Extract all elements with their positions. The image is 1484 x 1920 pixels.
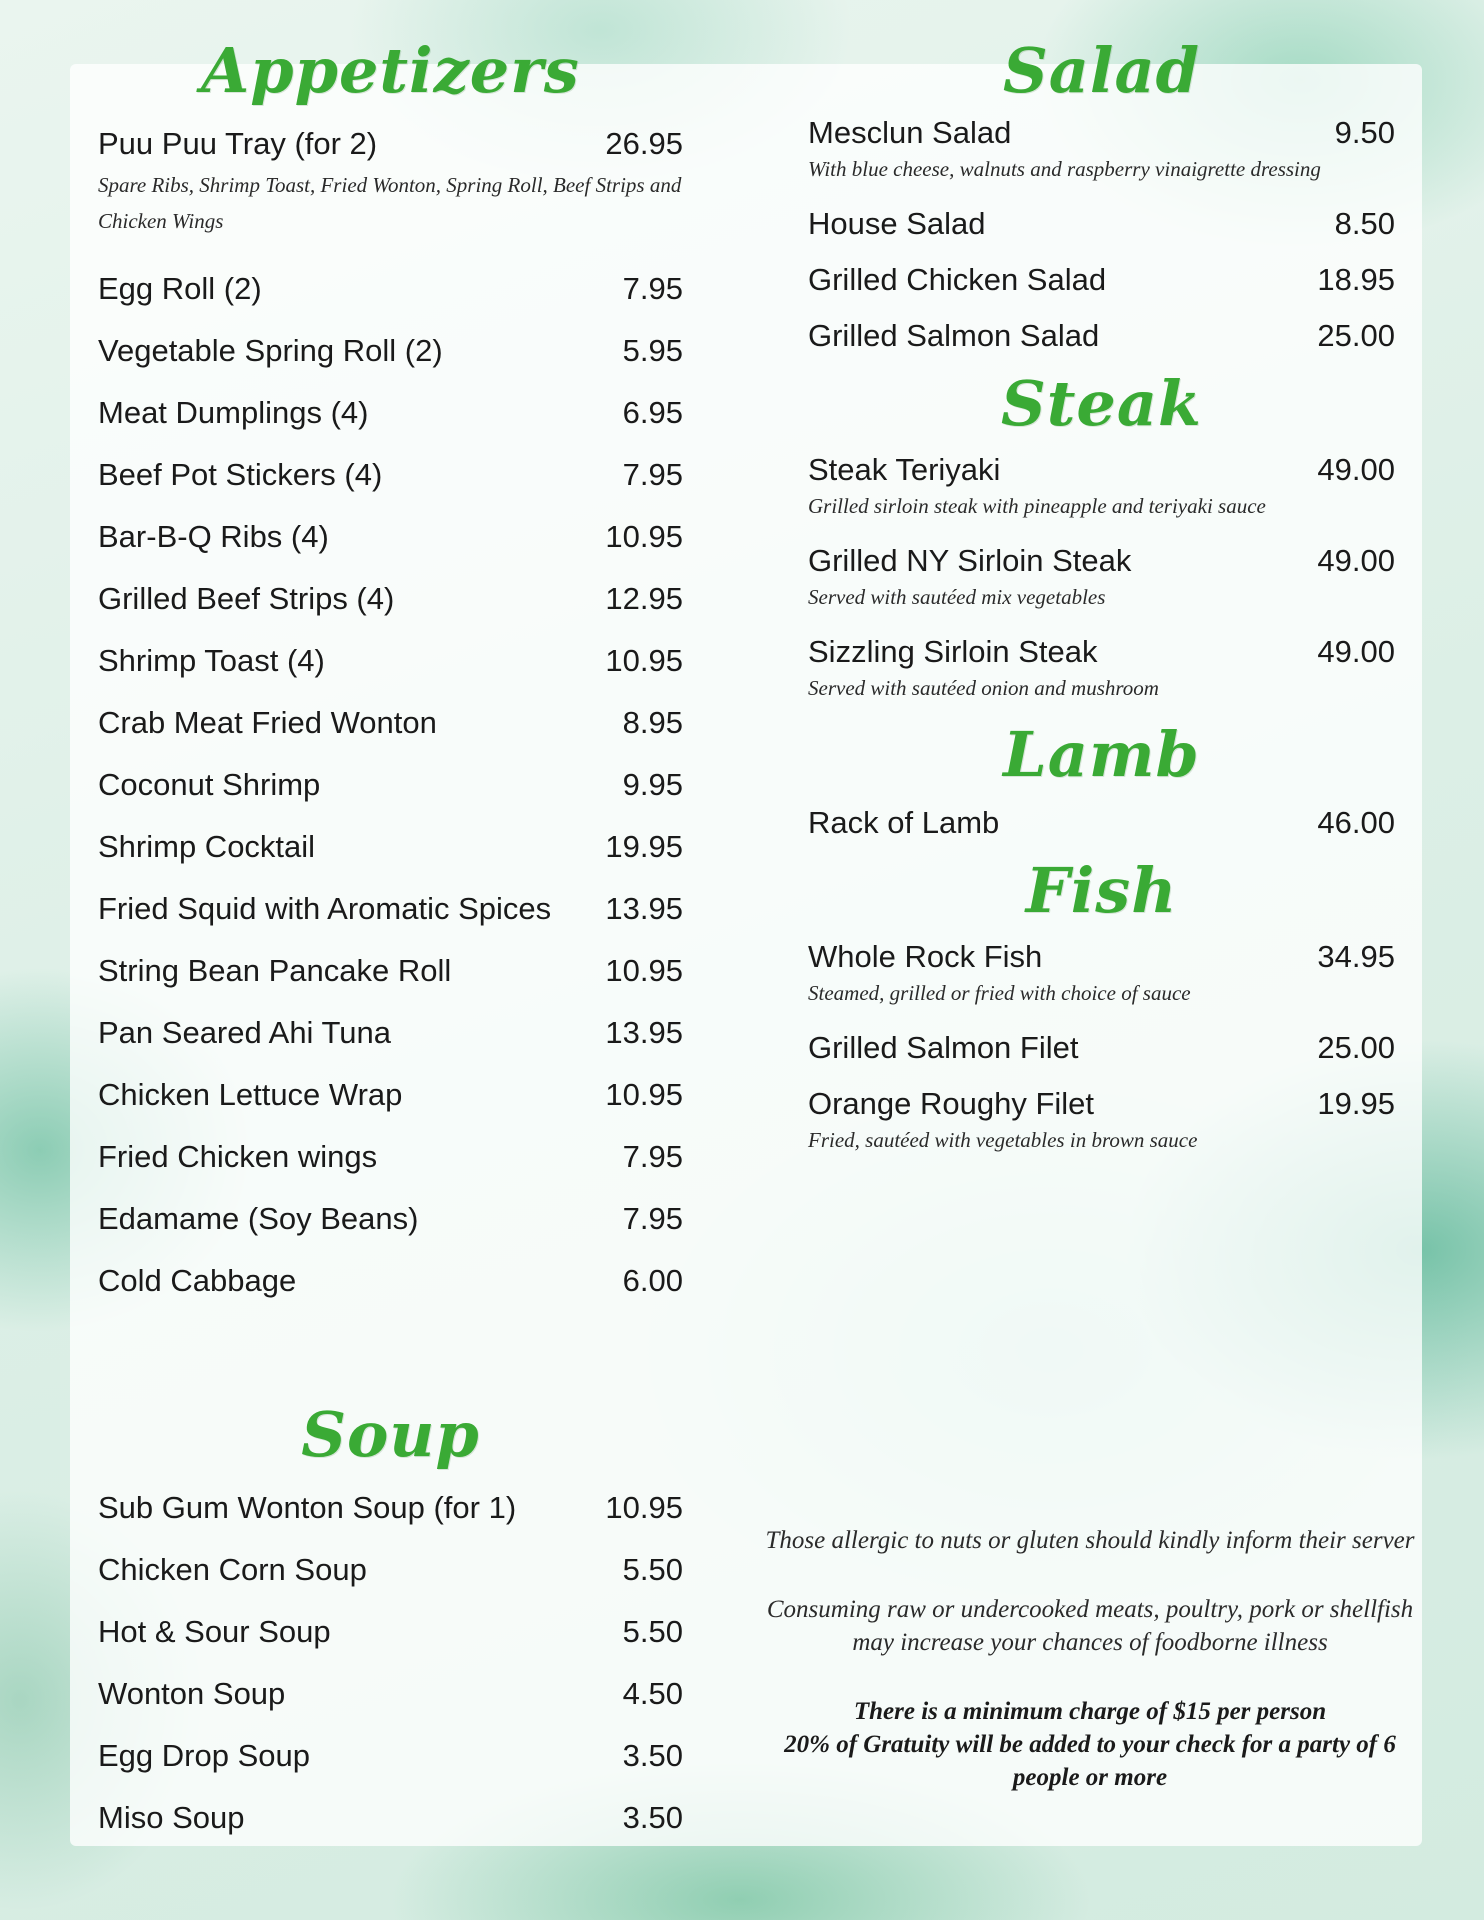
- menu-notes: [760, 1524, 1420, 1794]
- salad-heading: Salad: [1002, 34, 1201, 107]
- item-description: Grilled sirloin steak with pineapple and teriyaki sauce: [808, 494, 1266, 518]
- item-name: Puu Puu Tray (for 2): [98, 126, 378, 161]
- steak-heading: Steak: [1001, 367, 1202, 440]
- item-description: Served with sautéed onion and mushroom: [808, 676, 1159, 700]
- menu-item: [98, 949, 683, 1011]
- menu-item: [808, 114, 1395, 187]
- item-price: 34.95: [1317, 939, 1395, 974]
- item-name: String Bean Pancake Roll: [98, 953, 452, 988]
- item-price: 49.00: [1317, 543, 1395, 578]
- item-price: 13.95: [605, 1015, 683, 1050]
- menu-item: [98, 825, 683, 887]
- item-name: Grilled Salmon Filet: [808, 1030, 1079, 1065]
- menu-item: [98, 122, 683, 267]
- allergy-note: Those allergic to nuts or gluten should kindly inform their server: [765, 1527, 1415, 1554]
- menu-item: [98, 1796, 683, 1858]
- item-name: Cold Cabbage: [98, 1263, 297, 1298]
- item-price: 9.95: [622, 767, 683, 802]
- menu-item: [98, 1486, 683, 1548]
- minimum-charge-note: There is a minimum charge of $15 per person: [853, 1698, 1327, 1725]
- lamb-list: [808, 804, 1395, 842]
- item-name: Orange Roughy Filet: [808, 1086, 1095, 1121]
- menu-item: [808, 633, 1395, 706]
- menu-item: [808, 938, 1395, 1011]
- fish-list: [808, 938, 1395, 1158]
- menu-item: [98, 329, 683, 391]
- menu-item: [98, 1135, 683, 1197]
- item-price: 12.95: [605, 581, 683, 616]
- menu-item: [98, 1610, 683, 1672]
- item-name: Hot & Sour Soup: [98, 1614, 331, 1649]
- item-price: 5.50: [622, 1614, 683, 1649]
- item-price: 7.95: [622, 457, 683, 492]
- appetizers-section: [98, 34, 683, 1321]
- menu-item: [808, 1029, 1395, 1067]
- item-name: Edamame (Soy Beans): [98, 1201, 419, 1236]
- item-price: 3.50: [622, 1800, 683, 1835]
- menu-item: [808, 1085, 1395, 1158]
- item-name: Coconut Shrimp: [98, 767, 321, 802]
- item-name: Miso Soup: [98, 1800, 245, 1835]
- steak-section: [808, 367, 1395, 706]
- menu-item: [98, 1073, 683, 1135]
- item-name: Chicken Lettuce Wrap: [98, 1077, 403, 1112]
- item-name: Meat Dumplings (4): [98, 395, 369, 430]
- soup-list: [98, 1486, 683, 1858]
- item-name: Chicken Corn Soup: [98, 1552, 367, 1587]
- item-name: Shrimp Toast (4): [98, 643, 325, 678]
- menu-item: [98, 1548, 683, 1610]
- item-price: 4.50: [622, 1676, 683, 1711]
- menu-item: [98, 1672, 683, 1734]
- item-name: Grilled NY Sirloin Steak: [808, 543, 1132, 578]
- menu-item: [98, 887, 683, 949]
- item-price: 26.95: [605, 126, 683, 161]
- item-name: Vegetable Spring Roll (2): [98, 333, 443, 368]
- item-price: 25.00: [1317, 1030, 1395, 1065]
- item-name: Mesclun Salad: [808, 115, 1012, 150]
- menu-item: [98, 701, 683, 763]
- item-price: 46.00: [1317, 805, 1395, 840]
- item-name: Crab Meat Fried Wonton: [98, 705, 437, 740]
- item-price: 5.50: [622, 1552, 683, 1587]
- lamb-heading: Lamb: [1003, 718, 1200, 791]
- item-price: 7.95: [622, 1139, 683, 1174]
- menu-item: [808, 317, 1395, 355]
- item-price: 10.95: [605, 1490, 683, 1525]
- menu-item: [98, 1197, 683, 1259]
- item-price: 10.95: [605, 953, 683, 988]
- menu-item: [98, 1259, 683, 1321]
- item-name: Grilled Beef Strips (4): [98, 581, 395, 616]
- item-name: Bar-B-Q Ribs (4): [98, 519, 329, 554]
- item-name: Sizzling Sirloin Steak: [808, 634, 1098, 669]
- item-name: Wonton Soup: [98, 1676, 286, 1711]
- menu-item: [98, 639, 683, 701]
- item-name: Shrimp Cocktail: [98, 829, 316, 864]
- menu-item: [98, 577, 683, 639]
- menu-item: [808, 205, 1395, 243]
- menu-item: [98, 453, 683, 515]
- item-price: 49.00: [1317, 634, 1395, 669]
- item-price: 3.50: [622, 1738, 683, 1773]
- appetizers-heading: Appetizers: [201, 34, 580, 107]
- item-description: With blue cheese, walnuts and raspberry vinaigrette dressing: [808, 157, 1321, 181]
- item-price: 19.95: [605, 829, 683, 864]
- item-description: Spare Ribs, Shrimp Toast, Fried Wonton, Spring Roll, Beef Strips and Chicken Wings: [98, 173, 682, 233]
- menu-item: [98, 1734, 683, 1796]
- item-name: Grilled Salmon Salad: [808, 318, 1100, 353]
- item-price: 10.95: [605, 1077, 683, 1112]
- steak-list: [808, 451, 1395, 706]
- salad-list: [808, 114, 1395, 355]
- item-name: Whole Rock Fish: [808, 939, 1043, 974]
- item-price: 18.95: [1317, 262, 1395, 297]
- item-price: 10.95: [605, 519, 683, 554]
- item-price: 6.00: [622, 1263, 683, 1298]
- item-name: House Salad: [808, 206, 986, 241]
- item-price: 5.95: [622, 333, 683, 368]
- item-price: 7.95: [622, 271, 683, 306]
- menu-item: [98, 267, 683, 329]
- item-description: Steamed, grilled or fried with choice of sauce: [808, 981, 1191, 1005]
- fish-section: [808, 854, 1395, 1158]
- item-price: 13.95: [605, 891, 683, 926]
- item-price: 25.00: [1317, 318, 1395, 353]
- soup-section: [98, 1398, 683, 1858]
- item-price: 19.95: [1317, 1086, 1395, 1121]
- item-name: Sub Gum Wonton Soup (for 1): [98, 1490, 517, 1525]
- item-price: 7.95: [622, 1201, 683, 1236]
- menu-item: [808, 261, 1395, 299]
- raw-food-warning: Consuming raw or undercooked meats, poultry, pork or shellfish may increase your chances of foodborne illness: [766, 1596, 1414, 1656]
- item-price: 49.00: [1317, 452, 1395, 487]
- item-name: Pan Seared Ahi Tuna: [98, 1015, 392, 1050]
- item-name: Rack of Lamb: [808, 805, 1000, 840]
- item-name: Grilled Chicken Salad: [808, 262, 1107, 297]
- salad-section: [808, 34, 1395, 355]
- menu-item: [808, 804, 1395, 842]
- menu-item: [98, 515, 683, 577]
- item-price: 9.50: [1334, 115, 1395, 150]
- item-description: Fried, sautéed with vegetables in brown sauce: [808, 1128, 1198, 1152]
- menu-item: [808, 451, 1395, 524]
- item-price: 8.50: [1334, 206, 1395, 241]
- item-name: Egg Roll (2): [98, 271, 262, 306]
- item-name: Steak Teriyaki: [808, 452, 1001, 487]
- right-column: [808, 34, 1395, 1176]
- item-price: 8.95: [622, 705, 683, 740]
- item-name: Beef Pot Stickers (4): [98, 457, 383, 492]
- item-price: 10.95: [605, 643, 683, 678]
- menu-item: [98, 763, 683, 825]
- menu-item: [98, 1011, 683, 1073]
- item-name: Egg Drop Soup: [98, 1738, 310, 1773]
- lamb-section: [808, 718, 1395, 842]
- soup-heading: Soup: [301, 1398, 480, 1471]
- item-price: 6.95: [622, 395, 683, 430]
- menu-item: [808, 542, 1395, 615]
- item-description: Served with sautéed mix vegetables: [808, 585, 1106, 609]
- menu-item: [98, 391, 683, 453]
- item-name: Fried Chicken wings: [98, 1139, 378, 1174]
- gratuity-note: 20% of Gratuity will be added to your check for a party of 6 people or more: [784, 1731, 1396, 1791]
- fish-heading: Fish: [1025, 854, 1178, 927]
- appetizers-list: [98, 122, 683, 1321]
- item-name: Fried Squid with Aromatic Spices: [98, 891, 552, 926]
